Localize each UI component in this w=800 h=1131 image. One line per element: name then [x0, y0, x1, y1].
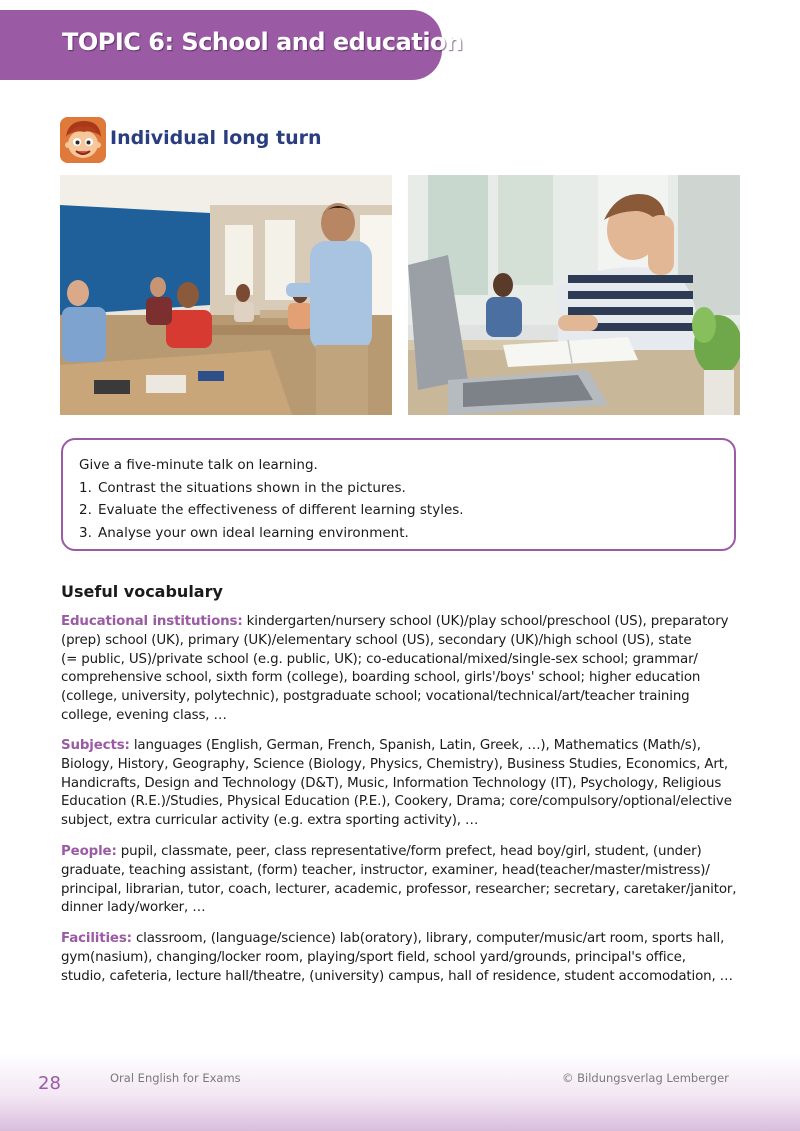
vocab-line: Biology, History, Geography, Science (Biology, Physics, Chemistry), Business Studies, Economics, Art,	[61, 756, 728, 772]
vocab-line: comprehensive school, sixth form (college), boarding school, girls'/boys' school; higher education	[61, 670, 701, 686]
task-text: Evaluate the effectiveness of different learning styles.	[98, 502, 464, 518]
copyright-notice: © Bildungsverlag Lemberger	[562, 1071, 729, 1085]
task-text: Analyse your own ideal learning environment.	[98, 524, 409, 541]
vocab-label: Subjects:	[61, 738, 130, 753]
task-number: 2.	[79, 502, 92, 518]
vocab-line: (= public, US)/private school (e.g. public, UK); co-educational/mixed/single-sex school; grammar/	[61, 651, 698, 667]
task-box	[61, 438, 736, 551]
vocab-block-subjects	[61, 737, 741, 831]
vocab-line: (prep) school (UK), primary (UK)/elementary school (US), secondary (UK)/high school (US), state	[61, 632, 692, 648]
vocab-block-people	[61, 843, 741, 918]
section-heading: Individual long turn	[110, 127, 322, 149]
vocab-text: pupil, classmate, peer, class representative/form prefect, head boy/girl, student, (under)	[116, 844, 702, 859]
footer-band	[0, 1052, 800, 1131]
vocab-label: Facilities:	[61, 931, 132, 946]
vocab-text: languages (English, German, French, Spanish, Latin, Greek, …), Mathematics (Math/s),	[129, 738, 701, 753]
vocab-line	[61, 613, 741, 632]
list-item	[79, 522, 718, 545]
vocabulary-heading: Useful vocabulary	[61, 582, 223, 601]
task-intro: Give a five-minute talk on learning.	[79, 457, 318, 473]
vocab-line: subject, extra curricular activity (e.g. extra sporting activity), …	[61, 813, 479, 829]
page-number: 28	[38, 1073, 61, 1094]
vocab-line: Handicrafts, Design and Technology (D&T), Music, Information Technology (IT), Psychology, Religious	[61, 775, 722, 791]
vocab-line	[61, 737, 741, 756]
task-list	[79, 477, 718, 545]
list-item	[79, 477, 718, 500]
vocab-line: college, evening class, …	[61, 707, 227, 723]
vocab-block-facilities	[61, 930, 741, 986]
vocab-label: People:	[61, 844, 117, 859]
boy-studying-at-laptop-photo	[408, 175, 740, 415]
task-text: Contrast the situations shown in the pictures.	[98, 479, 406, 496]
cartoon-boy-avatar-icon	[60, 117, 106, 163]
task-number: 1.	[79, 479, 92, 496]
vocab-line: (college, university, polytechnic), postgraduate school; vocational/technical/art/teacher training	[61, 689, 690, 705]
vocab-text: kindergarten/nursery school (UK)/play school/preschool (US), preparatory	[242, 614, 729, 629]
topic-title: TOPIC 6: School and education	[62, 28, 463, 56]
vocab-line: principal, librarian, tutor, coach, lecturer, academic, professor, researcher; secretary, caretaker/janitor,	[61, 881, 737, 897]
vocab-line: Education (R.E.)/Studies, Physical Education (P.E.), Cookery, Drama; core/compulsory/optional/elective	[61, 794, 732, 810]
vocab-line: studio, cafeteria, lecture hall/theatre, (university) campus, hall of residence, student accomodation, …	[61, 968, 733, 984]
vocab-text: classroom, (language/science) lab(oratory), library, computer/music/art room, sports hall,	[131, 931, 725, 946]
vocab-line: dinner lady/worker, …	[61, 900, 206, 916]
classroom-lecture-photo	[60, 175, 392, 415]
vocab-label: Educational institutions:	[61, 614, 243, 629]
vocab-line: gym(nasium), changing/locker room, playing/sport field, school yard/grounds, principal's office,	[61, 949, 686, 965]
book-title: Oral English for Exams	[110, 1071, 241, 1085]
vocab-line	[61, 843, 741, 862]
vocab-line: graduate, teaching assistant, (form) teacher, instructor, examiner, head(teacher/master/mistress)/	[61, 862, 710, 878]
task-number: 3.	[79, 524, 92, 541]
vocab-block-institutions	[61, 613, 741, 726]
list-item	[79, 499, 718, 522]
vocab-line	[61, 930, 741, 949]
